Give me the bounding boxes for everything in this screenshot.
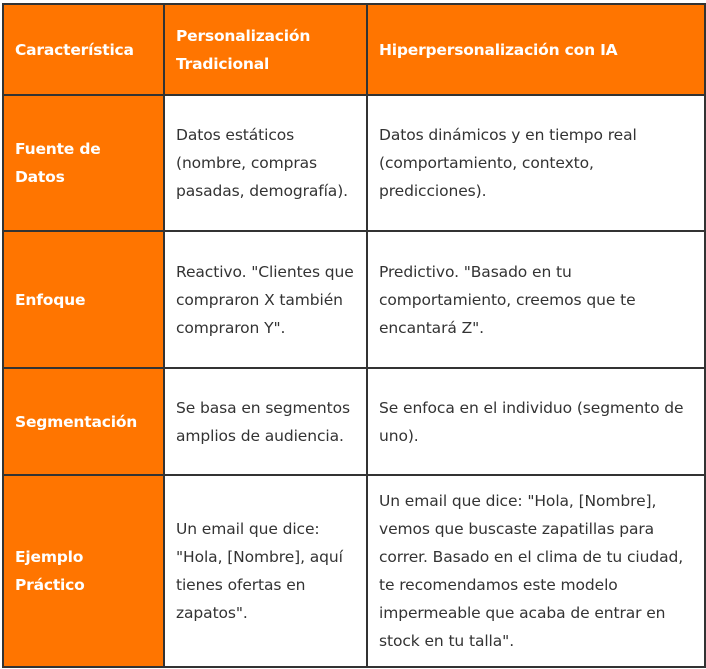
header-row [3,4,705,95]
row-label-practical-example: Ejemplo Práctico [3,475,164,667]
ai-cell: Datos dinámicos y en tiempo real (comportamiento, contexto, predicciones). [367,95,705,231]
table-row [3,368,705,475]
traditional-cell: Reactivo. "Clientes que compraron X también compraron Y". [164,231,367,368]
row-label-approach: Enfoque [3,231,164,368]
table-row [3,475,705,667]
comparison-table [2,3,706,668]
row-label-segmentation: Segmentación [3,368,164,475]
traditional-cell: Un email que dice: "Hola, [Nombre], aquí tienes ofertas en zapatos". [164,475,367,667]
table-row [3,95,705,231]
header-ai: Hiperpersonalización con IA [367,4,705,95]
traditional-cell: Datos estáticos (nombre, compras pasadas, demografía). [164,95,367,231]
row-label-data-source: Fuente de Datos [3,95,164,231]
ai-cell: Un email que dice: "Hola, [Nombre], vemos que buscaste zapatillas para correr. Basado en el clima de tu ciudad, te recomendamos este modelo impermeable que acaba de entrar en stock en tu talla". [367,475,705,667]
ai-cell: Predictivo. "Basado en tu comportamiento, creemos que te encantará Z". [367,231,705,368]
header-characteristic: Característica [3,4,164,95]
ai-cell: Se enfoca en el individuo (segmento de uno). [367,368,705,475]
traditional-cell: Se basa en segmentos amplios de audiencia. [164,368,367,475]
header-traditional: Personalización Tradicional [164,4,367,95]
table-row [3,231,705,368]
